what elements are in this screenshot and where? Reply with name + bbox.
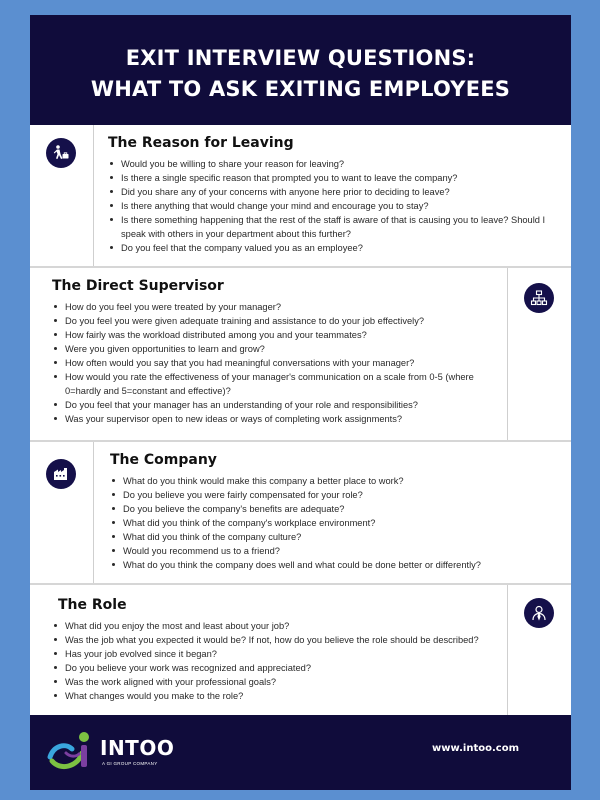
intoo-logo <box>44 727 184 777</box>
question-item: What do you think would make this company a better place to work? <box>110 474 563 488</box>
question-item: Is there something happening that the rest of the staff is aware of that is causing you to leave? Should I speak with others in your department about this further? <box>108 213 563 241</box>
section-title: The Direct Supervisor <box>52 278 224 294</box>
section-icon-column <box>30 442 94 583</box>
leaving-person-icon <box>46 138 76 168</box>
intoo-logo-mark-icon <box>44 727 100 777</box>
employee-person-icon <box>524 598 554 628</box>
page-title-line-1: EXIT INTERVIEW QUESTIONS: <box>125 46 476 70</box>
section-reason-for-leaving <box>30 125 571 268</box>
question-item: Were you given opportunities to learn and grow? <box>52 342 493 356</box>
question-item: Has your job evolved since it began? <box>52 647 493 661</box>
question-list <box>52 300 493 426</box>
question-item: Did you share any of your concerns with anyone here prior to deciding to leave? <box>108 185 563 199</box>
infographic-sheet <box>30 15 571 790</box>
question-item: Is there a single specific reason that prompted you to want to leave the company? <box>108 171 563 185</box>
question-item: What changes would you make to the role? <box>52 689 493 703</box>
section-icon-column <box>507 585 571 715</box>
section-content <box>58 585 493 703</box>
question-list <box>52 619 493 703</box>
question-item: What do you think the company does well and what could be done better or differently? <box>110 558 563 572</box>
question-item: Was the work aligned with your professional goals? <box>52 675 493 689</box>
question-item: What did you think of the company's workplace environment? <box>110 516 563 530</box>
question-item: Was the job what you expected it would be? If not, how do you believe the role should be described? <box>52 633 493 647</box>
question-item: How do you feel you were treated by your manager? <box>52 300 493 314</box>
footer-bar <box>30 715 571 790</box>
question-item: Would you be willing to share your reason for leaving? <box>108 157 563 171</box>
question-item: What did you think of the company culture? <box>110 530 563 544</box>
question-item: Was your supervisor open to new ideas or ways of completing work assignments? <box>52 412 493 426</box>
website-link[interactable]: www.intoo.com <box>432 743 519 754</box>
section-content <box>108 125 563 255</box>
question-item: What did you enjoy the most and least about your job? <box>52 619 493 633</box>
section-content <box>52 268 493 426</box>
company-building-icon <box>46 459 76 489</box>
question-list <box>110 474 563 572</box>
header-banner <box>30 15 571 125</box>
page-title-line-2: WHAT TO ASK EXITING EMPLOYEES <box>90 77 511 101</box>
section-role <box>30 585 571 715</box>
question-item: How fairly was the workload distributed among you and your teammates? <box>52 328 493 342</box>
logo-tagline: A GI GROUP COMPANY <box>102 761 158 766</box>
question-item: Do you feel that your manager has an understanding of your role and responsibilities? <box>52 398 493 412</box>
question-item: Do you feel that the company valued you as an employee? <box>108 241 563 255</box>
question-list <box>108 157 563 255</box>
question-item: Do you believe you were fairly compensated for your role? <box>110 488 563 502</box>
question-item: Do you believe the company's benefits are adequate? <box>110 502 563 516</box>
section-company <box>30 442 571 585</box>
question-item: Do you feel you were given adequate training and assistance to do your job effectively? <box>52 314 493 328</box>
logo-wordmark: INTOO <box>100 736 175 760</box>
section-title: The Company <box>110 452 217 468</box>
section-title: The Role <box>58 597 127 613</box>
question-item: How would you rate the effectiveness of your manager's communication on a scale from 0-5 (where 0=hardly and 5=constant and effective)? <box>52 370 493 398</box>
org-chart-icon <box>524 283 554 313</box>
question-item: Is there anything that would change your mind and encourage you to stay? <box>108 199 563 213</box>
section-direct-supervisor <box>30 268 571 442</box>
section-title: The Reason for Leaving <box>108 135 294 151</box>
question-item: How often would you say that you had meaningful conversations with your manager? <box>52 356 493 370</box>
section-icon-column <box>507 268 571 440</box>
question-item: Do you believe your work was recognized and appreciated? <box>52 661 493 675</box>
section-icon-column <box>30 125 94 266</box>
question-item: Would you recommend us to a friend? <box>110 544 563 558</box>
section-content <box>110 442 563 572</box>
